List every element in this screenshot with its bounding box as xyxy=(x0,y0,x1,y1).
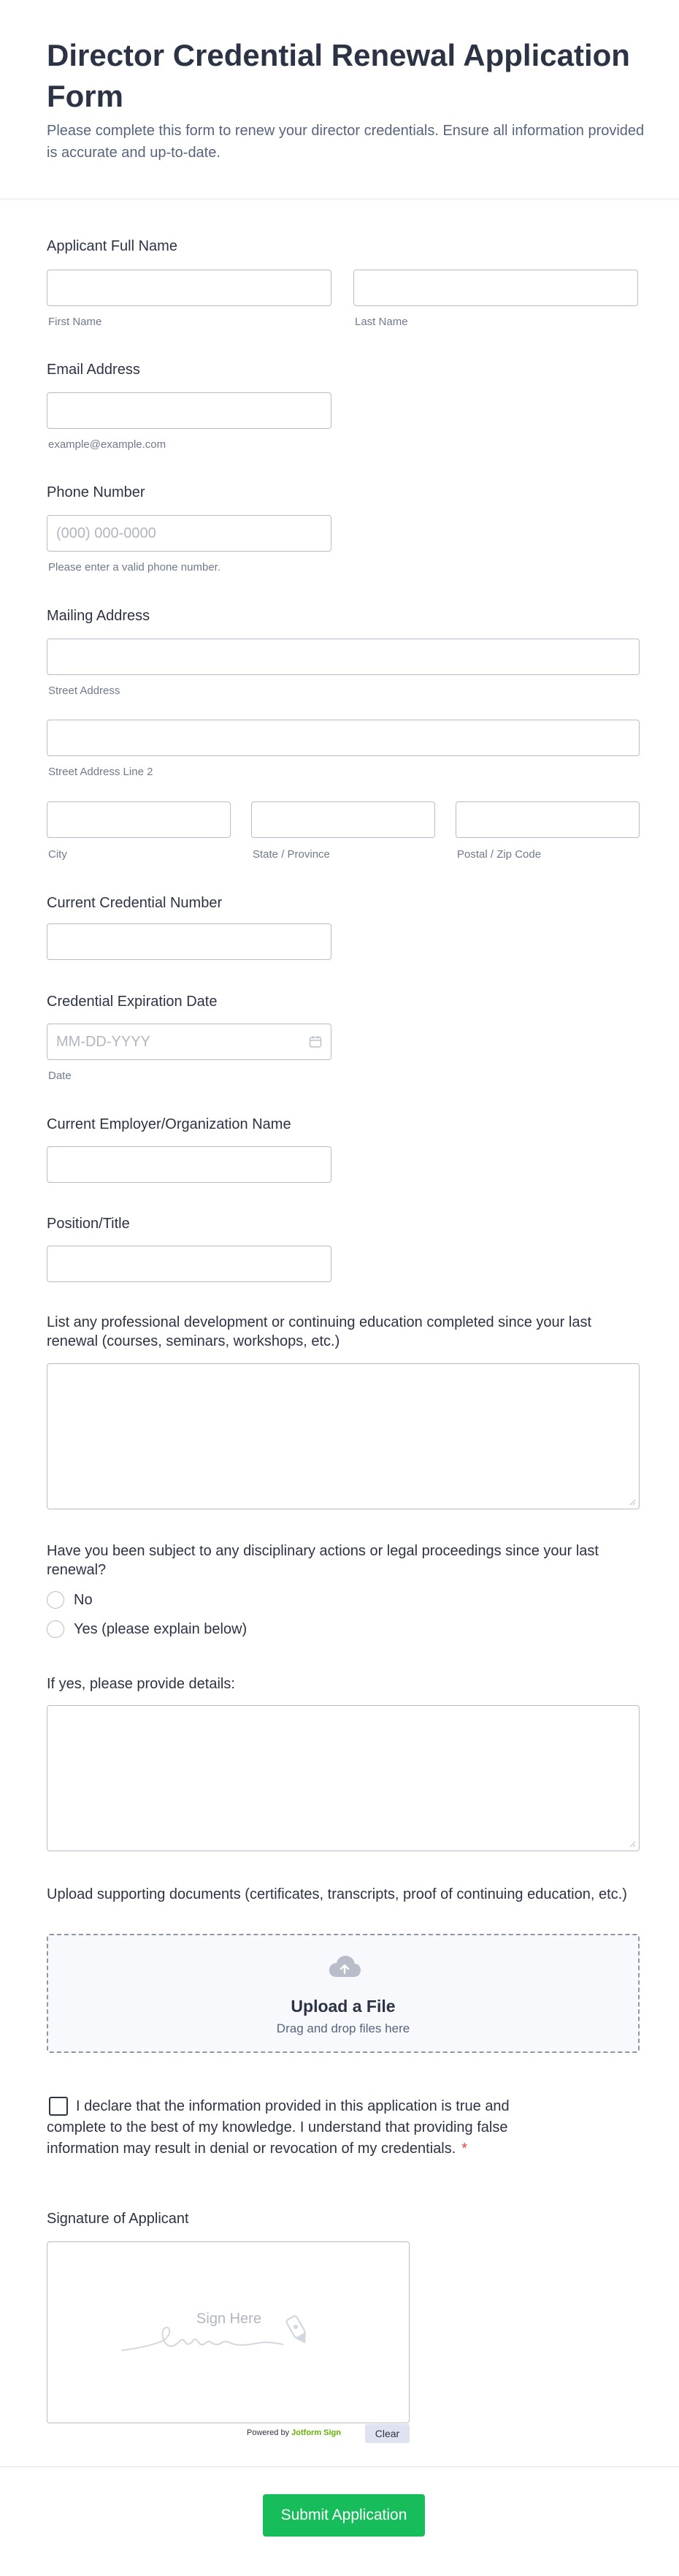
cloud-upload-icon xyxy=(328,1954,361,1979)
last-name-sublabel: Last Name xyxy=(355,316,408,328)
position-label: Position/Title xyxy=(47,1216,130,1232)
file-upload-dropzone[interactable] xyxy=(47,1934,640,2053)
state-input[interactable] xyxy=(251,801,435,838)
email-label: Email Address xyxy=(47,362,140,378)
address-label: Mailing Address xyxy=(47,608,150,624)
street-address-sublabel: Street Address xyxy=(48,685,120,697)
employer-input[interactable] xyxy=(47,1146,331,1183)
full-name-label: Applicant Full Name xyxy=(47,238,177,254)
disciplinary-label: Have you been subject to any disciplinary actions or legal proceedings since your last renewal? xyxy=(47,1543,599,1578)
upload-label: Upload supporting documents (certificates, transcripts, proof of continuing education, etc.) xyxy=(47,1886,627,1902)
resize-handle-icon[interactable] xyxy=(629,1840,636,1848)
declaration-text[interactable]: I declare that the information provided in this application is true and complete to the best of my knowledge. I understand that providing false information may result in denial or revocation of my credentials. xyxy=(47,2098,510,2157)
footer-divider xyxy=(0,2466,679,2467)
education-label: List any professional development or continuing education completed since your last renewal (courses, seminars, workshops, etc.) xyxy=(47,1314,591,1349)
details-label: If yes, please provide details: xyxy=(47,1676,235,1692)
clear-signature-button[interactable]: Clear xyxy=(365,2424,410,2443)
resize-handle-icon[interactable] xyxy=(629,1498,636,1506)
phone-sublabel: Please enter a valid phone number. xyxy=(48,561,220,573)
calendar-icon[interactable] xyxy=(309,1035,322,1048)
upload-hint: Drag and drop files here xyxy=(276,2021,410,2035)
form-title: Director Credential Renewal Application Form xyxy=(47,38,630,113)
street-address-line2-input[interactable] xyxy=(47,720,640,756)
email-sublabel: example@example.com xyxy=(48,438,166,451)
state-sublabel: State / Province xyxy=(253,848,330,861)
credential-number-input[interactable] xyxy=(47,923,331,960)
radio-no[interactable] xyxy=(47,1591,64,1609)
first-name-sublabel: First Name xyxy=(48,316,102,328)
radio-yes-label[interactable]: Yes (please explain below) xyxy=(74,1621,248,1637)
street-address-input[interactable] xyxy=(47,639,640,675)
employer-label: Current Employer/Organization Name xyxy=(47,1116,291,1132)
powered-by xyxy=(247,2428,341,2437)
expiration-sublabel: Date xyxy=(48,1070,72,1082)
position-input[interactable] xyxy=(47,1246,331,1282)
signature-placeholder: Sign Here xyxy=(196,2311,261,2327)
last-name-input[interactable] xyxy=(353,270,638,306)
expiration-date-placeholder: MM-DD-YYYY xyxy=(56,1034,150,1050)
credential-number-label: Current Credential Number xyxy=(47,895,223,911)
details-textarea[interactable] xyxy=(47,1705,640,1851)
expiration-date-input[interactable] xyxy=(47,1024,331,1060)
phone-input[interactable]: (000) 000-0000 xyxy=(47,515,331,552)
city-input[interactable] xyxy=(47,801,231,838)
first-name-input[interactable] xyxy=(47,270,331,306)
radio-yes[interactable] xyxy=(47,1620,64,1638)
expiration-label: Credential Expiration Date xyxy=(47,994,218,1010)
phone-label: Phone Number xyxy=(47,484,145,500)
city-sublabel: City xyxy=(48,848,67,861)
powered-by-prefix: Powered by xyxy=(247,2428,290,2437)
signature-label: Signature of Applicant xyxy=(47,2211,189,2227)
jotform-sign-brand[interactable]: Jotform Sign xyxy=(291,2428,341,2437)
upload-title: Upload a File xyxy=(291,1997,396,2016)
declaration-text-block[interactable] xyxy=(47,2096,558,2160)
required-asterisk: * xyxy=(461,2141,468,2157)
zip-input[interactable] xyxy=(456,801,640,838)
education-textarea[interactable] xyxy=(47,1363,640,1509)
signature-pad[interactable] xyxy=(47,2241,410,2423)
street-address-line2-sublabel: Street Address Line 2 xyxy=(48,766,153,778)
form-header xyxy=(0,0,679,199)
email-input[interactable] xyxy=(47,392,331,429)
submit-button[interactable]: Submit Application xyxy=(263,2494,425,2537)
zip-sublabel: Postal / Zip Code xyxy=(457,848,542,861)
radio-no-label[interactable]: No xyxy=(74,1592,93,1608)
form-subtitle: Please complete this form to renew your director credentials. Ensure all information provided is accurate and up-to-date. xyxy=(47,123,645,161)
